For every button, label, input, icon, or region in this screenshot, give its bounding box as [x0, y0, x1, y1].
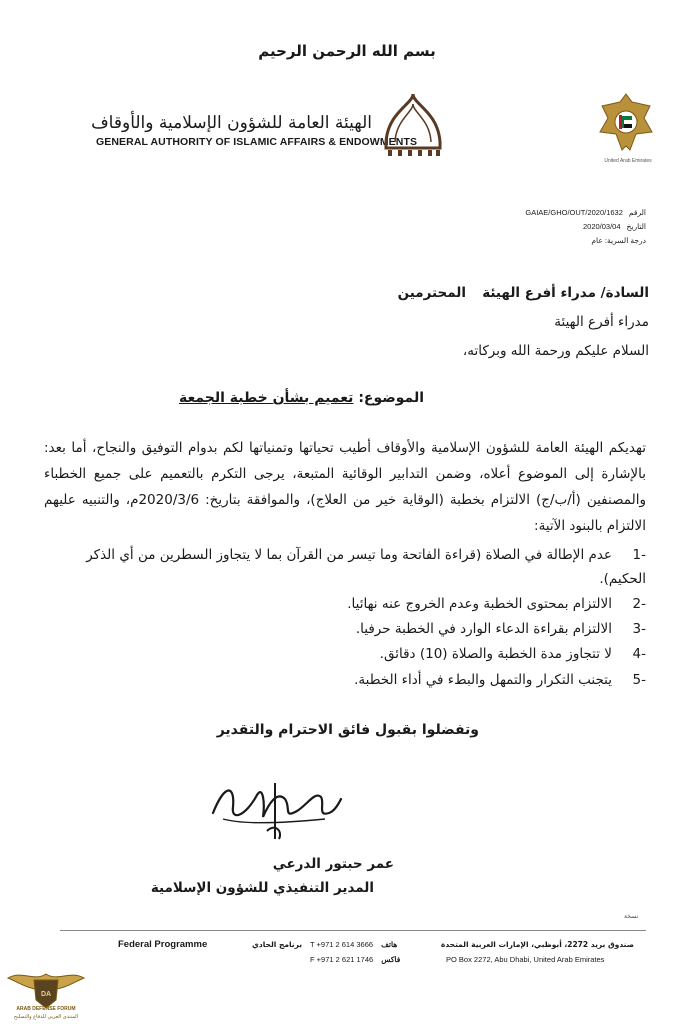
list-item [44, 642, 646, 666]
basmala: بسم الله الرحمن الرحيم [258, 42, 436, 60]
footer-address-arabic: صندوق بريد 2272، أبوظبي، الإمارات العربية المتحدة [440, 940, 634, 949]
item-number: -5 [632, 672, 646, 688]
list-item [44, 543, 646, 591]
item-number: -3 [632, 621, 646, 637]
footer-divider [60, 930, 646, 931]
closing-line: وتفضلوا بقبول فائق الاحترام والتقدير [216, 722, 479, 738]
organization-name-arabic: الهيئة العامة للشؤون الإسلامية والأوقاف [91, 113, 372, 133]
recipient-line: السادة/ مدراء أفرع الهيئة [482, 285, 649, 301]
fax-label: فاكس [381, 955, 401, 964]
reference-label: الرقم [628, 208, 646, 217]
list-item [44, 668, 646, 692]
letter-date [583, 222, 646, 231]
watermark-text-arabic: المنتدى العربي للدفاع والتسليح [13, 1014, 79, 1020]
date-label: التاريخ [626, 222, 646, 231]
footer-fax [310, 955, 400, 964]
signer-title: المدير التنفيذي للشؤون الإسلامية [150, 880, 374, 896]
item-text: يتجنب التكرار والتمهل والبطء في أداء الخطبة. [354, 672, 612, 688]
body-paragraph: تهديكم الهيئة العامة للشؤون الإسلامية والأوقاف أطيب تحياتها وتمنياتها لكم بدوام التوفيق والنجاح، أما بعد: بالإشارة إلى الموضوع أعلاه، وضمن التدابير الوقائية المتبعة، يرجى التكرم بالتعميم على جميع الخطباء والمصنفين (أ/ب/ج) الالتزام بخطبة (الوقاية خير من العلاج)، والموافقة بتاريخ: 2020/3/6م، والتنبيه عليهم الالتزام بالبنود الآتية: [44, 440, 646, 534]
item-text: الالتزام بقراءة الدعاء الوارد في الخطبة حرفيا. [355, 621, 612, 637]
footer-telephone [310, 940, 397, 949]
uae-falcon-emblem-icon [590, 88, 662, 160]
date-value: 2020/03/04 [582, 222, 621, 231]
handwritten-signature [205, 773, 345, 843]
copy-label: نسخة [624, 913, 639, 920]
item-text: لا تتجاوز مدة الخطبة والصلاة (10) دقائق. [379, 646, 612, 662]
secrecy-level: درجة السرية: عام [591, 236, 646, 245]
fax-value: F +971 2 621 1746 [310, 955, 374, 964]
list-item [44, 617, 646, 641]
svg-text:DA: DA [40, 991, 52, 998]
subject-value: تعميم بشأن خطبة الجمعة [179, 390, 354, 406]
footer-program-english: Federal Programme [118, 939, 208, 950]
item-text: عدم الإطالة في الصلاة (قراءة الفاتحة وما تيسر من القرآن بما لا يتجاوز السطرين من أي الذكر الحكيم). [86, 547, 646, 587]
organization-name-english: GENERAL AUTHORITY OF ISLAMIC AFFAIRS & ENDOWMENTS [96, 136, 418, 148]
telephone-label: هاتف [381, 940, 398, 949]
reference-number [525, 208, 646, 217]
list-item [44, 592, 646, 616]
watermark-text-english: ARAB DEFENSE FORUM [16, 1006, 76, 1012]
footer-program-arabic: برنامج الحادي [252, 940, 303, 949]
mosque-dome-logo-icon [378, 90, 448, 162]
recipient-honorific: المحترمين [397, 285, 466, 301]
subject-label: الموضوع: [358, 390, 424, 406]
telephone-value: T +971 2 614 3666 [310, 940, 374, 949]
item-number: -1 [632, 547, 646, 563]
greeting: السلام عليكم ورحمة الله وبركاته، [462, 343, 649, 359]
recipient-subline: مدراء أفرع الهيئة [554, 314, 649, 330]
item-number: -2 [632, 596, 646, 612]
item-text: الالتزام بمحتوى الخطبة وعدم الخروج عنه نهائيا. [347, 596, 612, 612]
item-number: -4 [632, 646, 646, 662]
footer-address-english: PO Box 2272, Abu Dhabi, United Arab Emirates [446, 955, 605, 964]
subject-line [179, 390, 424, 406]
signer-name: عمر حبتور الدرعي [272, 856, 394, 872]
emblem-caption: United Arab Emirates [604, 158, 652, 164]
reference-value: GAIAE/GHO/OUT/2020/1632 [525, 208, 623, 217]
